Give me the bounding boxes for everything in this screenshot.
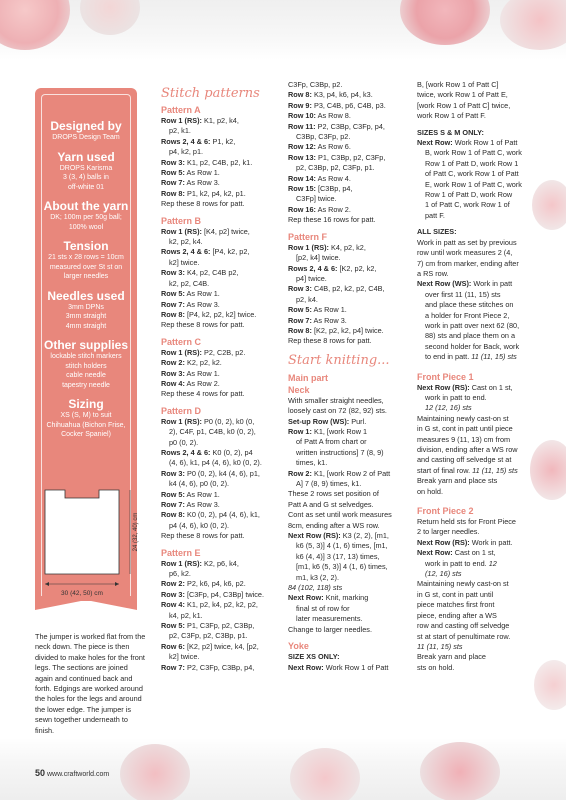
row-label: Next Row: (288, 593, 324, 603)
all-sizes-label: ALL SIZES: (417, 227, 457, 237)
instruction-row: Next Row: Work Row 1 of Patt (288, 662, 389, 672)
garment-schematic (35, 488, 145, 606)
row-label: Next Row (RS): (417, 537, 470, 547)
row-label: Row 7: (288, 315, 312, 325)
designed-by-heading: Designed by (50, 119, 122, 133)
sizing-text (42, 411, 130, 440)
instruction-row: Rep these 8 rows for patt. (161, 320, 245, 330)
pattern-title: Pattern D (161, 405, 202, 416)
front-piece-1-instructions (417, 383, 541, 497)
row-label: Row 9: (288, 100, 312, 110)
pattern-f-title: Pattern F (288, 231, 328, 242)
row-label: Rows 2, 4 & 6: (161, 136, 211, 146)
row-label: Row 2: (161, 579, 185, 589)
instruction-row: Row 4: K1, p2, k4, p2, k2, p2, k4, p2, k1. (161, 600, 258, 620)
row-label: Row 7: (161, 299, 185, 309)
instruction-row: Next Row (RS): Work in patt. (417, 537, 513, 547)
tension-text (42, 253, 130, 282)
pattern-rows (161, 417, 279, 542)
other-supplies-text (42, 352, 130, 390)
instruction-row: Row 5: P1, C3Fp, p2, C3Bp, p2, C3Fp, p2, C3Bp, p1. (161, 621, 255, 641)
instruction-row: Next Row (RS): Cast on 1 st, work in patt to end. 12 (12, 16) sts (417, 382, 513, 413)
row-label: Row 15: (288, 184, 316, 194)
sizes-sm-instructions (417, 138, 541, 221)
row-label: Row 8: (288, 325, 312, 335)
instruction-row: Rep these 16 rows for patt. (288, 215, 376, 225)
front-piece-2-heading: Front Piece 2 (417, 506, 474, 517)
instruction-row: Row 15: [C3Bp, p4, C3Fp] twice. (288, 184, 353, 204)
panel-line: 21 sts x 28 rows = 10cm (48, 254, 124, 261)
instruction-row: Rep these 4 rows for patt. (161, 389, 245, 399)
instruction-row: Rep these 8 rows for patt. (161, 531, 245, 541)
instruction-row: 84 (102, 118) sts (288, 583, 343, 593)
intro-text: The jumper is worked flat from the neck down. The piece is then divided to make holes for the front legs. The sections are joined again and continued back and forth. Edgings are worked around the holes for the legs and around the lower edge. The jumper is sewn together underneath to finish. (35, 632, 146, 735)
instruction-row: Row 16: As Row 2. (288, 204, 351, 214)
other-supplies-heading: Other supplies (43, 338, 129, 352)
column-patterns-continued (288, 80, 410, 673)
panel-line: cable needle (66, 372, 106, 379)
row-label: Row 8: (161, 510, 185, 520)
row-label: Row 1 (RS): (161, 226, 202, 236)
main-part-heading: Main part (288, 372, 329, 383)
instruction-row: Row 5: As Row 1. (288, 305, 347, 315)
instruction-row: Row 7: As Row 3. (161, 299, 220, 309)
designed-by-text: DROPS Design Team (52, 134, 120, 141)
front-piece-2-instructions (417, 517, 541, 673)
row-label: Row 3: (161, 589, 185, 599)
instruction-row: Row 8: K3, p4, k6, p4, k3. (288, 90, 373, 100)
pattern-rows (161, 559, 279, 673)
instruction-row: Row 8: [P4, k2, p2, k2] twice. (161, 309, 257, 319)
row-label: Row 5: (288, 305, 312, 315)
panel-line: stitch holders (65, 362, 107, 370)
row-label: Row 1 (RS): (161, 416, 202, 426)
height-label: 24 (32, 40) cm (133, 512, 139, 552)
row-label: Row 16: (288, 204, 316, 214)
row-label: Row 3: (161, 157, 185, 167)
instruction-row: Row 2: K1, [work Row 2 of Patt A] 7 (8, 9) times, k1. (288, 468, 391, 488)
row-label: Row 5: (161, 289, 185, 299)
row-label: Row 8: (161, 309, 185, 319)
instruction-row: Row 3: K1, p2, C4B, p2, k1. (161, 157, 253, 167)
instruction-row: Row 6: [K2, p2] twice, k4, [p2, k2] twice. (161, 641, 259, 662)
instruction-row: Row 1 (RS): K4, p2, k2, [p2, k4] twice. (288, 242, 366, 263)
row-label: Next Row (WS): (417, 279, 472, 289)
instruction-row: Next Row (WS): Work in patt over first 11 (11, 15) sts and place these stitches on a holder for Front Piece 2, work in patt over next 62 (80, 88) sts and place them on a second holder for Back, work to end in patt. 11 (11, 15) sts (417, 279, 520, 362)
pattern-e-continued (288, 80, 410, 226)
instruction-row: Rep these 8 rows for patt. (288, 336, 372, 346)
row-label: Rows 2, 4 & 6: (288, 263, 338, 273)
row-label: Row 7: (161, 662, 185, 672)
footer-website[interactable]: www.craftworld.com (46, 771, 110, 778)
instruction-row: Row 10: As Row 8. (288, 111, 351, 121)
row-label: Row 11: (288, 121, 316, 131)
about-yarn-heading: About the yarn (43, 199, 129, 213)
row-label: Row 5: (161, 621, 185, 631)
row-label: Next Row: (288, 662, 324, 672)
page-footer (35, 768, 109, 778)
instruction-row: Rep these 8 rows for patt. (161, 199, 245, 209)
row-label: Rows 2, 4 & 6: (161, 447, 211, 457)
row-label: Row 1 (RS): (161, 558, 202, 568)
yarn-heading: Yarn used (57, 149, 115, 164)
instruction-row: Row 3: [C3Fp, p4, C3Bp] twice. (161, 589, 265, 599)
row-label: Row 2: (288, 468, 312, 478)
instruction-row: Row 1: K1, [work Row 1 of Patt A from chart or written instructions] 7 (8, 9) times, k1. (288, 426, 384, 468)
instruction-row: Row 3: C4B, p2, k2, p2, C4B, p2, k4. (288, 284, 385, 304)
row-label: Row 5: (161, 168, 185, 178)
instruction-row: Row 14: As Row 4. (288, 173, 351, 183)
row-label: Row 2: (161, 358, 185, 368)
needles-text (42, 303, 130, 332)
pattern-rows (161, 348, 279, 400)
column-stitch-patterns (161, 86, 279, 673)
instruction-row: Rows 2, 4 & 6: [K2, p2, k2, p4] twice. (288, 263, 377, 283)
row-label: Next Row: (417, 548, 453, 558)
instruction-row: Row 8: P1, k2, p4, k2, p1. (161, 188, 246, 198)
start-knitting-heading: Start knitting... (288, 352, 390, 368)
row-label: Row 3: (161, 368, 185, 378)
instruction-row: Set-up Row (WS): Purl. (288, 416, 367, 426)
size-xs-label: SIZE XS ONLY: (288, 652, 340, 662)
instruction-row: Row 5: As Row 1. (161, 289, 220, 299)
garment-outline (45, 490, 119, 574)
tension-heading: Tension (63, 239, 109, 253)
instruction-row: Change to larger needles. (288, 624, 372, 634)
instruction-row: Row 5: As Row 1. (161, 489, 220, 499)
instruction-row: Row 5: As Row 1. (161, 168, 220, 178)
column-yoke-front (417, 80, 541, 673)
instruction-row: Row 12: As Row 6. (288, 142, 351, 152)
panel-line: DK; 100m per 50g ball; (50, 214, 122, 221)
row-label: Row 10: (288, 111, 316, 121)
instruction-row: Row 9: P3, C4B, p6, C4B, p3. (288, 100, 386, 110)
instruction-row: Next Row: Cast on 1 st, work in patt to end. 12 (12, 16) sts (417, 548, 497, 579)
panel-line: Cocker Spaniel) (61, 431, 111, 438)
yoke-xs-continued (417, 80, 541, 122)
instruction-row: Row 3: P0 (0, 2), k4 (4, 6), p1, k4 (4, 6), p0 (0, 2). (161, 468, 260, 489)
panel-line: tapestry needle (62, 381, 110, 389)
all-sizes-instructions (417, 238, 541, 363)
row-label: Next Row (RS): (288, 531, 341, 541)
row-label: Row 8: (161, 188, 185, 198)
panel-line: lockable stitch markers (50, 353, 122, 360)
sizing-heading: Sizing (68, 397, 104, 411)
instruction-row: B, [work Row 1 of Patt C] twice, work Row 1 of Patt E, [work Row 1 of Patt C] twice, work Row 1 of Patt F. (417, 80, 511, 121)
instruction-row: Row 8: [K2, p2, k2, p4] twice. (288, 325, 384, 335)
instruction-row: Row 7: As Row 3. (288, 315, 347, 325)
instruction-row: Maintaining newly cast-on st in G st, cont in patt until piece matches first front piece, ending after a WS row and casting off selvedge st at start of penultimate row. 11 (11, 15) sts Break yarn and place sts on hold. (417, 579, 511, 672)
neck-heading: Neck (288, 384, 310, 395)
instruction-row: Maintaining newly cast-on st in G st, cont in patt until piece measures 9 (11, 13) cm from division, ending after a WS row and casting off selvedge st at start of final row. 11 (11, 15) sts Break yarn and place sts on hold. (417, 413, 518, 496)
panel-line: 3mm straight (65, 313, 107, 320)
instruction-row: Row 7: As Row 3. (161, 500, 220, 509)
instruction-row: Return held sts for Front Piece 2 to larger needles. (417, 517, 516, 537)
instruction-row: Row 3: K4, p2, C4B p2, k2, p2, C4B. (161, 268, 239, 288)
instruction-row: Work in patt as set by previous row until work measures 2 (4, 7) cm from marker, ending after a RS row. (417, 237, 519, 278)
yoke-heading: Yoke (288, 641, 309, 652)
stitch-pattern-list (161, 104, 279, 673)
pattern-title: Pattern B (161, 215, 202, 226)
panel-line: off-white 01 (67, 183, 105, 191)
pattern-title: Pattern A (161, 105, 201, 115)
instruction-row: C3Fp, C3Bp, p2. (288, 80, 343, 89)
pattern-f-rows (288, 243, 410, 347)
instruction-row: Row 4: As Row 2. (161, 378, 220, 388)
panel-line: measured over St st on (49, 263, 123, 271)
instruction-row: Row 3: As Row 1. (161, 368, 220, 378)
row-label: Row 1: (288, 426, 312, 436)
instruction-row: Row 1 (RS): K2, p6, k4, p6, k2. (161, 558, 239, 579)
panel-line: larger needles (63, 273, 109, 280)
row-label: Row 1 (RS): (161, 347, 202, 357)
instruction-row: Row 2: P2, k6, p4, k6, p2. (161, 579, 246, 589)
row-label: Row 7: (161, 500, 185, 509)
instruction-row: With smaller straight needles, loosely cast on 72 (82, 92) sts. (288, 395, 387, 416)
instruction-row: Rows 2, 4 & 6: [P4, k2, p2, k2] twice. (161, 247, 250, 267)
instruction-row: Rows 2, 4 & 6: P1, k2, p4, k2, p1. (161, 136, 236, 157)
instruction-row: Rows 2, 4 & 6: K0 (0, 2), p4 (4, 6), k1, p4 (4, 6), k0 (0, 2). (161, 447, 262, 468)
arrow-right-icon (115, 582, 119, 586)
yarn-text (42, 164, 130, 193)
instruction-row: These 2 rows set position of Patt A and G st selvedges. Cont as set until work measures 8cm, ending after a WS row. (288, 489, 392, 530)
instruction-row: Row 1 (RS): K1, p2, k4, p2, k1. (161, 116, 239, 136)
panel-line: 100% wool (68, 223, 104, 231)
panel-line: DROPS Karisma (59, 164, 113, 172)
instruction-row: Row 11: P2, C3Bp, C3Fp, p4, C3Bp, C3Fp, p2. (288, 121, 385, 142)
about-yarn-text (42, 213, 130, 232)
pattern-title: Pattern E (161, 547, 201, 558)
arrow-left-icon (45, 582, 49, 586)
front-piece-1-heading: Front Piece 1 (417, 371, 474, 382)
sizes-sm-label: SIZES S & M ONLY: (417, 127, 484, 137)
row-label: Set-up Row (WS): (288, 416, 350, 426)
row-label: Row 4: (161, 600, 185, 610)
instruction-row: Row 13: P1, C3Bp, p2, C3Fp, p2, C3Bp, p2, C3Fp, p1. (288, 152, 386, 173)
row-label: Row 6: (161, 641, 185, 651)
instruction-row: Row 1 (RS): P2, C2B, p2. (161, 347, 246, 357)
row-label: Row 1 (RS): (288, 242, 329, 252)
panel-line: 3 (3, 4) balls in (63, 174, 109, 181)
row-label: Row 13: (288, 152, 316, 162)
pattern-rows (161, 227, 279, 331)
pattern-rows (161, 116, 279, 210)
instruction-row: Next Row: Work Row 1 of Patt B, work Row 1 of Patt C, work Row 1 of Patt D, work Row 1 of Patt C, work Row 1 of Patt E, work Row 1 of Patt C, work Row 1 of Patt D, work Row 1 of Patt C, work Row 1 of patt F. (417, 138, 522, 220)
row-label: Next Row: (417, 138, 453, 148)
panel-line: Chihuahua (Bichon Frise, (46, 421, 126, 429)
row-label: Row 1 (RS): (161, 116, 202, 125)
width-label: 30 (42, 50) cm (61, 590, 103, 597)
needles-heading: Needles used (47, 288, 125, 303)
row-label: Row 12: (288, 142, 316, 152)
panel-line: 3mm DPNs (68, 303, 104, 311)
row-label: Row 7: (161, 178, 185, 188)
instruction-row: Row 7: P2, C3Fp, C3Bp, p4, (161, 662, 255, 672)
neck-instructions (288, 396, 410, 635)
instruction-row: Row 2: K2, p2, k2. (161, 358, 222, 368)
row-label: Rows 2, 4 & 6: (161, 247, 211, 257)
page-number: 50 (35, 768, 46, 778)
row-label: Row 4: (161, 378, 185, 388)
instruction-row: Next Row (RS): K3 (2, 2), [m1, k6 (5, 3)] 4 (1, 6) times, [m1, k6 (4, 4)] 3 (17, 13) times, [m1, k6 (5, 3)] 4 (1, 6) times, m1, k3 (2, 2). (288, 531, 389, 582)
pattern-title: Pattern C (161, 336, 202, 347)
instruction-row: Row 8: K0 (0, 2), p4 (4, 6), k1, p4 (4, 6), k0 (0, 2). (161, 510, 260, 530)
instruction-row: Next Row: Knit, marking final st of row for later measurements. (288, 593, 369, 624)
stitch-patterns-heading: Stitch patterns (161, 86, 260, 101)
row-label: Row 5: (161, 489, 185, 499)
row-label: Next Row (RS): (417, 382, 470, 392)
instruction-row: Row 1 (RS): P0 (0, 2), k0 (0, 2), C4F, p1, C4B, k0 (0, 2), p0 (0, 2). (161, 416, 256, 447)
instruction-row: Row 7: As Row 3. (161, 178, 220, 188)
row-label: Row 3: (161, 468, 185, 478)
row-label: Row 3: (288, 284, 312, 294)
instruction-row: Row 1 (RS): [K4, p2] twice, k2, p2, k4. (161, 226, 250, 247)
row-label: Row 8: (288, 90, 312, 100)
row-label: Row 14: (288, 173, 316, 183)
panel-line: 4mm straight (65, 322, 107, 330)
row-label: Row 3: (161, 268, 185, 278)
yoke-instructions (288, 663, 410, 673)
panel-line: XS (S, M) to suit (60, 412, 112, 419)
